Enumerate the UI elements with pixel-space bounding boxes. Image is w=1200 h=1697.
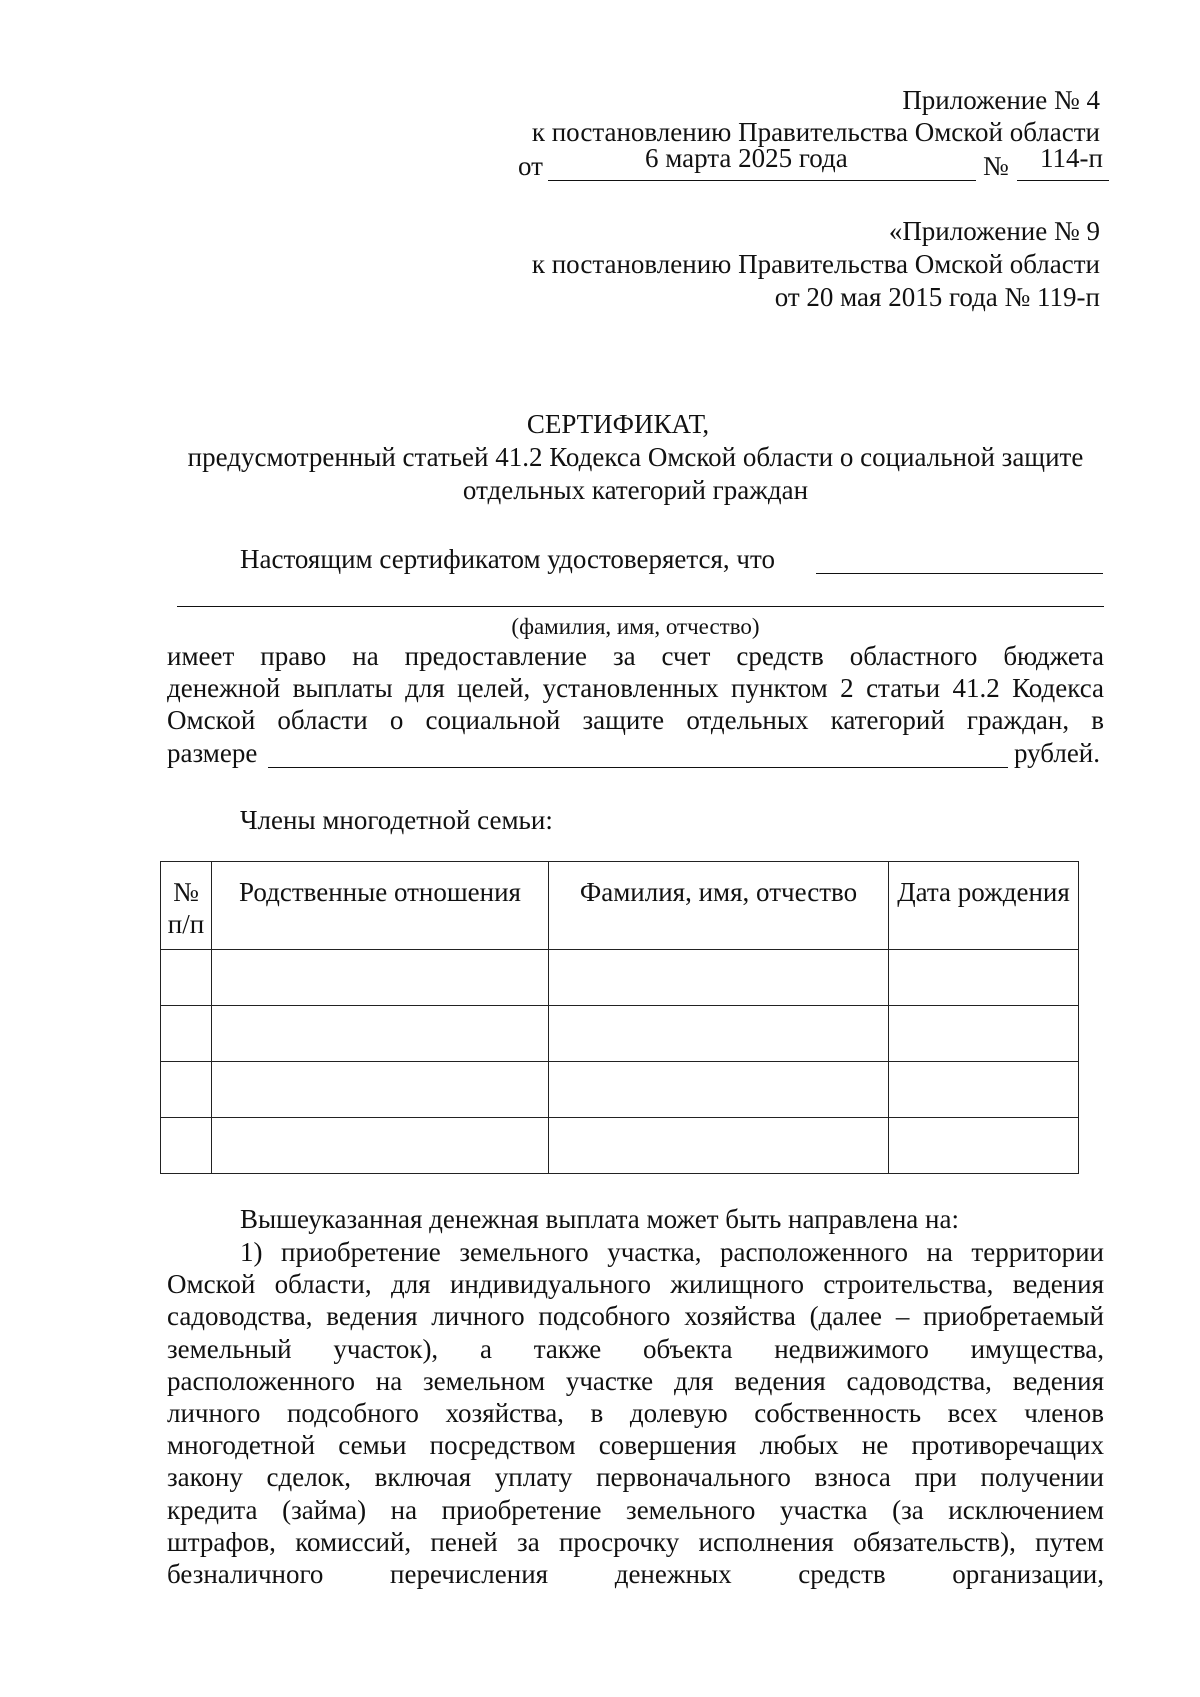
- table-cell[interactable]: [161, 1062, 212, 1118]
- entitlement-line: имеет право на предоставление за счет средств областного бюджета: [167, 641, 1104, 671]
- column-header-number: № п/п: [161, 862, 212, 950]
- certificate-subtitle-line2: отдельных категорий граждан: [462, 475, 809, 505]
- table-cell[interactable]: [212, 1062, 549, 1118]
- directions-line: кредита (займа) на приобретение земельного участка (за исключением: [167, 1494, 1104, 1525]
- date-underline: [548, 180, 976, 181]
- amount-underline: [268, 767, 1008, 768]
- entitlement-line: Омской области о социальной защите отдельных категорий граждан, в: [167, 705, 1104, 736]
- directions-line: земельный участок), а также объекта недвижимого имущества,: [167, 1333, 1104, 1364]
- table-cell[interactable]: [161, 1118, 212, 1174]
- table-cell[interactable]: [549, 1062, 889, 1118]
- appendix-number: Приложение № 4: [902, 85, 1100, 115]
- table-cell[interactable]: [212, 1006, 549, 1062]
- prior-resolution-date: от 20 мая 2015 года № 119-п: [774, 282, 1100, 312]
- directions-line: безналичного перечисления денежных средств организации,: [167, 1559, 1104, 1590]
- resolution-date: 6 марта 2025 года: [645, 143, 848, 173]
- number-label: №: [983, 151, 1009, 181]
- table-cell[interactable]: [889, 1006, 1079, 1062]
- family-members-table: [160, 861, 1079, 1174]
- certificate-subtitle-line1: предусмотренный статьей 41.2 Кодекса Омской области о социальной защите: [187, 442, 1084, 472]
- prior-appendix-number: «Приложение № 9: [888, 216, 1100, 246]
- table-cell[interactable]: [212, 950, 549, 1006]
- recipient-name-underline-2: [177, 606, 1104, 607]
- table-cell[interactable]: [889, 1118, 1079, 1174]
- table-row: [161, 950, 1079, 1006]
- amount-unit: рублей.: [1014, 738, 1101, 768]
- directions-item-1: [167, 1236, 1104, 1590]
- table-cell[interactable]: [889, 1062, 1079, 1118]
- date-label: от: [518, 151, 543, 181]
- prior-resolution-reference: к постановлению Правительства Омской области: [531, 249, 1100, 279]
- directions-intro: Вышеуказанная денежная выплата может быть направлена на:: [240, 1204, 959, 1234]
- column-header-relation: Родственные отношения: [212, 862, 549, 950]
- number-underline: [1017, 180, 1109, 181]
- recipient-name-underline-1: [816, 573, 1103, 574]
- certifies-text: Настоящим сертификатом удостоверяется, что: [240, 544, 775, 574]
- column-header-fio: Фамилия, имя, отчество: [549, 862, 889, 950]
- amount-label: размере: [167, 738, 258, 768]
- entitlement-paragraph: [167, 640, 1104, 737]
- resolution-number: 114-п: [1040, 143, 1103, 173]
- column-header-birthdate: Дата рождения: [889, 862, 1079, 950]
- directions-line: личного подсобного хозяйства, в долевую собственность всех членов: [167, 1398, 1104, 1429]
- certificate-title: СЕРТИФИКАТ,: [526, 409, 710, 439]
- directions-line: садоводства, ведения личного подсобного хозяйства (далее – приобретаемый: [167, 1301, 1104, 1332]
- table-header-row: [161, 862, 1079, 950]
- directions-line: многодетной семьи посредством совершения любых не противоречащих: [167, 1430, 1104, 1461]
- directions-line: расположенного на земельном участке для ведения садоводства, ведения: [167, 1365, 1104, 1396]
- directions-line: Омской области, для индивидуального жилищного строительства, ведения: [167, 1269, 1104, 1300]
- entitlement-line: денежной выплаты для целей, установленных пунктом 2 статьи 41.2 Кодекса: [167, 673, 1104, 704]
- table-cell[interactable]: [212, 1118, 549, 1174]
- table-row: [161, 1062, 1079, 1118]
- table-cell[interactable]: [549, 1006, 889, 1062]
- table-cell[interactable]: [549, 1118, 889, 1174]
- table-cell[interactable]: [889, 950, 1079, 1006]
- table-row: [161, 1118, 1079, 1174]
- family-heading: Члены многодетной семьи:: [240, 805, 553, 835]
- resolution-reference: к постановлению Правительства Омской области: [531, 117, 1100, 147]
- table-row: [161, 1006, 1079, 1062]
- fio-caption: (фамилия, имя, отчество): [511, 614, 760, 639]
- table-cell[interactable]: [161, 950, 212, 1006]
- table-cell[interactable]: [161, 1006, 212, 1062]
- directions-line: штрафов, комиссий, пеней за просрочку исполнения обязательств), путем: [167, 1526, 1104, 1557]
- table-cell[interactable]: [549, 950, 889, 1006]
- directions-line: закону сделок, включая уплату первоначального взноса при получении: [167, 1462, 1104, 1493]
- directions-line: 1) приобретение земельного участка, расположенного на территории: [240, 1237, 1104, 1267]
